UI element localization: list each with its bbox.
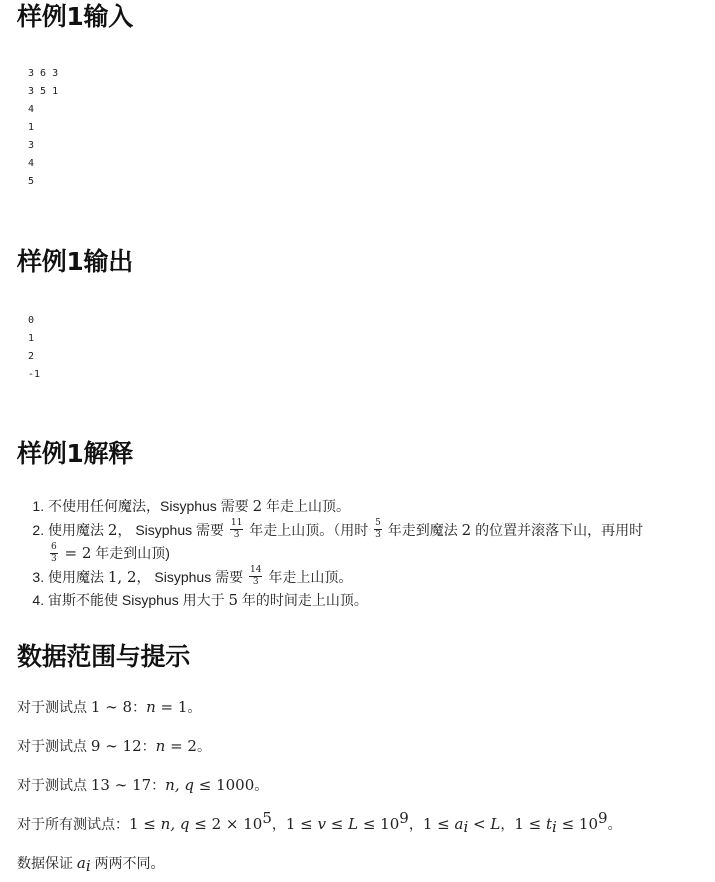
sample1-input-block [28, 65, 58, 191]
constraint-line-2: 对于测试点 9 ∼ 12：n = 2。 [17, 737, 211, 755]
explain-item: 1. 不使用任何魔法，Sisyphus 需要 2 年走上山顶。 [48, 495, 708, 519]
constraint-line-3: 对于测试点 13 ∼ 17：n, q ≤ 1000。 [17, 776, 269, 794]
fraction: $\frac{14}{3}$ [250, 565, 262, 588]
constraint-line-5: 数据保证 $a_i$ 两两不同。 [17, 854, 165, 875]
constraints-heading: 数据范围与提示 [17, 642, 190, 671]
sample1-explain-heading: 样例1解释 [17, 439, 133, 468]
constraint-line-4: 对于所有测试点：1 ≤ n, $q \le 2 \times 10^5$，$1 \le v \le L \le 10^9$，$1 \le a_i < L$，$1 \le t_i \le 10^9$。 [17, 809, 622, 836]
code-line: 0 [28, 315, 35, 326]
code-line: 3 5 1 [28, 86, 59, 97]
constraint-line-1: 对于测试点 1 ∼ 8：n = 1。 [17, 698, 202, 716]
code-line: 4 [28, 158, 35, 169]
explain-item: 3. 使用魔法 1, 2， Sisyphus 需要 $\frac{14}{3}$ 年走上山顶。 [48, 566, 708, 590]
code-line: 3 [28, 140, 35, 151]
fraction: $\frac{11}{3}$ [230, 518, 243, 541]
code-line: 2 [28, 351, 35, 362]
sample1-input-heading: 样例1输入 [17, 2, 133, 31]
code-line: -1 [28, 369, 41, 380]
explain-item: 2. 使用魔法 2， Sisyphus 需要 $\frac{11}{3}$ 年走上山顶。（用时 $\frac{5}{3}$ 年走到魔法 2 的位置并滚落下山，再用时 $\frac{6}{3}$ = 2 年走到山顶) [48, 519, 708, 566]
fraction: $\frac{6}{3}$ [51, 541, 57, 564]
code-line: 3 6 3 [28, 68, 59, 79]
sample1-output-block [28, 312, 40, 384]
fraction: $\frac{5}{3}$ [375, 518, 381, 541]
code-line: 1 [28, 333, 35, 344]
code-line: 4 [28, 104, 35, 115]
sample1-output-heading: 样例1输出 [17, 247, 133, 276]
code-line: 5 [28, 176, 35, 187]
explain-list [0, 495, 708, 613]
code-line: 1 [28, 122, 35, 133]
explain-item: 4. 宙斯不能使 Sisyphus 用大于 5 年的时间走上山顶。 [48, 589, 708, 613]
